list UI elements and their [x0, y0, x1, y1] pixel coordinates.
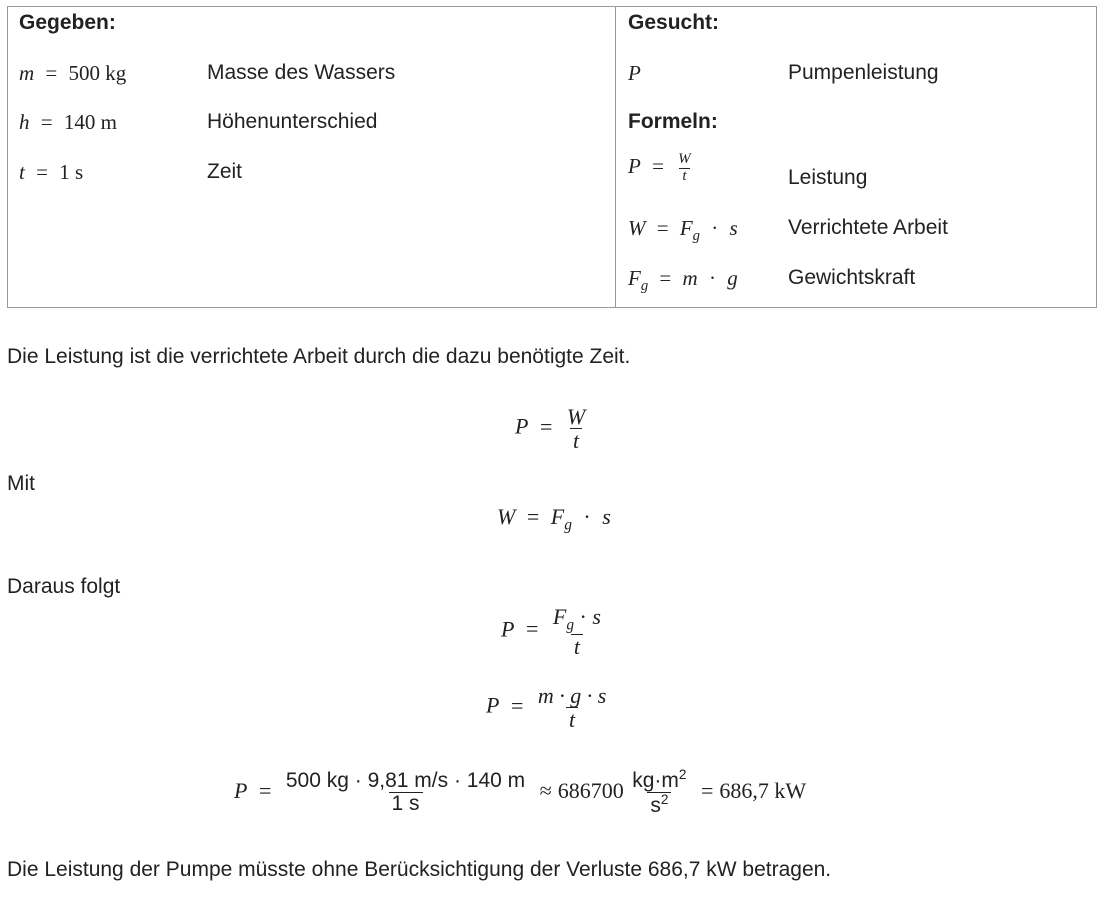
eq5-lhs: P: [234, 777, 248, 803]
given-time-symbol: t: [19, 160, 25, 184]
given-row-time-formula: [19, 160, 83, 185]
formula-work-dot: ·: [711, 216, 719, 240]
given-mass-eq: =: [45, 61, 58, 85]
eq5-unit-den: [647, 792, 671, 817]
formula-work-force: F: [679, 216, 693, 240]
given-time-eq: =: [36, 160, 48, 184]
eq5-unit-num: [629, 768, 689, 792]
equation-power: [515, 405, 588, 452]
eq4-fraction: [535, 684, 609, 731]
formula-weight: $F_g = m \cdot g$: [628, 266, 738, 295]
formula-weight-desc: Gewichtskraft: [788, 266, 916, 289]
formula-weight-lhs: F: [628, 266, 641, 290]
eq3-s: s: [592, 604, 601, 629]
equation-numeric-result: [234, 768, 806, 817]
intro-text: Die Leistung ist die verrichtete Arbeit durch die dazu benötigte Zeit.: [7, 345, 631, 368]
info-table: [7, 6, 1097, 308]
eq3-den: t: [571, 634, 583, 658]
formula-work-lhs: W: [628, 216, 646, 240]
eq3-force-sub: g: [566, 616, 575, 634]
given-height-desc: Höhenunterschied: [207, 110, 378, 133]
given-mass-value: 500 kg: [68, 61, 127, 85]
formulas-header: Formeln:: [628, 110, 718, 133]
formula-work-force-sub: g: [692, 228, 701, 245]
eq5-den: 1 s: [389, 792, 423, 815]
eq3-force: F: [552, 604, 567, 629]
given-height-symbol: h: [19, 110, 30, 134]
eq5-value: 686700: [557, 777, 624, 803]
formula-weight-lhs-sub: g: [640, 278, 649, 295]
given-row-height-formula: [19, 110, 117, 135]
sought-symbol: P: [628, 61, 641, 85]
eq5-result: 686,7 kW: [719, 777, 807, 803]
given-height-eq: =: [40, 110, 53, 134]
eq5-eq: =: [258, 777, 272, 803]
daraus-text: Daraus folgt: [7, 575, 121, 598]
formula-weight-mass: m: [682, 266, 698, 290]
eq3-lhs: P: [501, 616, 515, 642]
mit-text: Mit: [7, 472, 35, 495]
eq5-unit-den-sup: 2: [660, 792, 669, 808]
eq5-unit-den-base: s: [650, 794, 661, 818]
formula-power-num: W: [678, 151, 691, 167]
eq1-lhs: P: [515, 413, 529, 439]
eq2-dot: ·: [583, 504, 591, 529]
given-mass-symbol: m: [19, 61, 35, 85]
eq5-num: 500 kg · 9,81 m/s · 140 m: [285, 769, 526, 793]
formula-power: P = $\frac{W}{t}$: [628, 152, 694, 185]
formula-power-fraction: [675, 152, 694, 185]
eq4-num: m · g · s: [537, 683, 607, 708]
equation-work: [497, 504, 611, 534]
eq1-eq: =: [539, 413, 553, 439]
formula-work-rhs: s: [729, 216, 738, 240]
eq4-den: t: [566, 707, 578, 731]
eq3-fraction: [550, 605, 604, 658]
eq2-force-sub: g: [564, 516, 572, 534]
eq2-lhs: W: [497, 504, 516, 529]
eq2-eq: =: [526, 504, 540, 529]
given-height-value: 140 m: [63, 110, 117, 134]
eq3-eq: =: [525, 616, 539, 642]
eq5-unit-num-base: kg·m: [632, 769, 679, 793]
eq3-num: [550, 605, 604, 634]
eq5-unit-fraction: [629, 768, 689, 817]
eq4-lhs: P: [486, 692, 500, 718]
formula-weight-gravity: g: [727, 266, 738, 290]
eq3-dot: ·: [579, 604, 587, 629]
eq2-force: F: [550, 504, 565, 529]
given-mass-desc: Masse des Wassers: [207, 61, 396, 84]
formula-power-lhs: P: [628, 154, 641, 179]
equation-power-force: [501, 605, 604, 658]
column-divider: [615, 6, 616, 308]
eq2-rhs: s: [602, 504, 611, 529]
conclusion-text: Die Leistung der Pumpe müsste ohne Berücksichtigung der Verluste 686,7 kW betragen.: [7, 858, 832, 881]
eq5-unit-num-sup: 2: [678, 767, 687, 782]
sought-desc: Pumpenleistung: [788, 61, 939, 84]
eq5-fraction: [283, 770, 528, 815]
equation-power-mass: [486, 684, 609, 731]
sought-header: Gesucht:: [628, 11, 720, 34]
eq5-eq2: =: [701, 777, 714, 803]
formula-work-desc: Verrichtete Arbeit: [788, 216, 948, 239]
eq4-eq: =: [510, 692, 524, 718]
given-time-desc: Zeit: [207, 160, 243, 183]
eq1-den: t: [570, 428, 582, 452]
eq5-approx: ≈: [539, 777, 552, 803]
given-row-mass-formula: [19, 61, 126, 86]
eq1-num: W: [566, 404, 586, 429]
formula-weight-dot: ·: [708, 266, 716, 290]
eq1-fraction: [564, 405, 588, 452]
given-header: Gegeben:: [19, 11, 116, 34]
formula-work: $W = F_g \cdot s$: [628, 216, 738, 245]
given-time-value: 1 s: [59, 160, 84, 184]
formula-power-desc: Leistung: [788, 166, 868, 189]
formula-power-den: t: [679, 168, 689, 185]
